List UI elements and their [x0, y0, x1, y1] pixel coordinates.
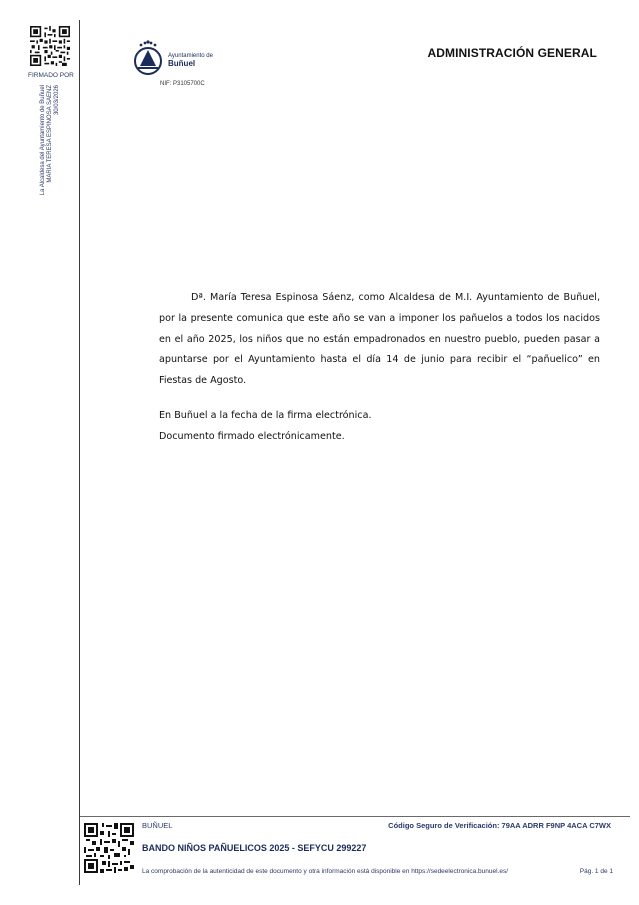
- signature-block: [40, 85, 60, 205]
- qr-code-icon: [84, 823, 134, 873]
- margin-divider: [79, 20, 80, 885]
- footer-verification-note: La comprobación de la autenticidad de este documento y otra información está disponible en https://sedeelectronica.bunuel.es/: [142, 868, 509, 875]
- page-title: ADMINISTRACIÓN GENERAL: [427, 46, 597, 60]
- body-paragraph-signed-note: Documento firmado electrónicamente.: [159, 430, 345, 442]
- footer-verification-code: Código Seguro de Verificación: 79AA ADRR F9NP 4ACA C7WX: [388, 821, 611, 830]
- footer-document-title: BANDO NIÑOS PAÑUELICOS 2025 - SEFYCU 299227: [142, 843, 367, 853]
- logo-line-2: Buñuel: [168, 59, 196, 68]
- body-paragraph-place-date: En Buñuel a la fecha de la firma electrónica.: [159, 409, 372, 421]
- signed-date: 30/03/2026: [54, 85, 60, 116]
- logo-wordmark: [168, 52, 213, 68]
- nif-number: NIF: P3105700C: [160, 81, 205, 87]
- signature-margin: [0, 0, 80, 905]
- document-body: [159, 288, 600, 448]
- logo-line-1: Ayuntamiento de: [168, 53, 213, 59]
- footer-municipality: BUÑUEL: [142, 821, 173, 830]
- signer-name: MARIA TERESA ESPINOSA SAENZ: [47, 85, 53, 183]
- qr-code-icon: [30, 26, 70, 66]
- footer-divider: [80, 816, 630, 817]
- footer-page-number: Pág. 1 de 1: [579, 868, 613, 875]
- signed-by-label: FIRMADO POR: [28, 72, 74, 79]
- signer-role: La Alcaldesa del Ayuntamiento de Buñuel: [40, 85, 46, 196]
- body-paragraph-announcement: Dª. María Teresa Espinosa Sáenz, como Alcaldesa de M.I. Ayuntamiento de Buñuel, por la presente comunica que este año se van a imponer los pañuelos a todos los nacidos en el año 2025, los niños que no están empadronados en nuestro pueblo, pueden pasar a apuntarse por el Ayuntamiento hasta el día 14 de junio para recibir el “pañuelico” en Fiestas de Agosto.: [159, 292, 600, 387]
